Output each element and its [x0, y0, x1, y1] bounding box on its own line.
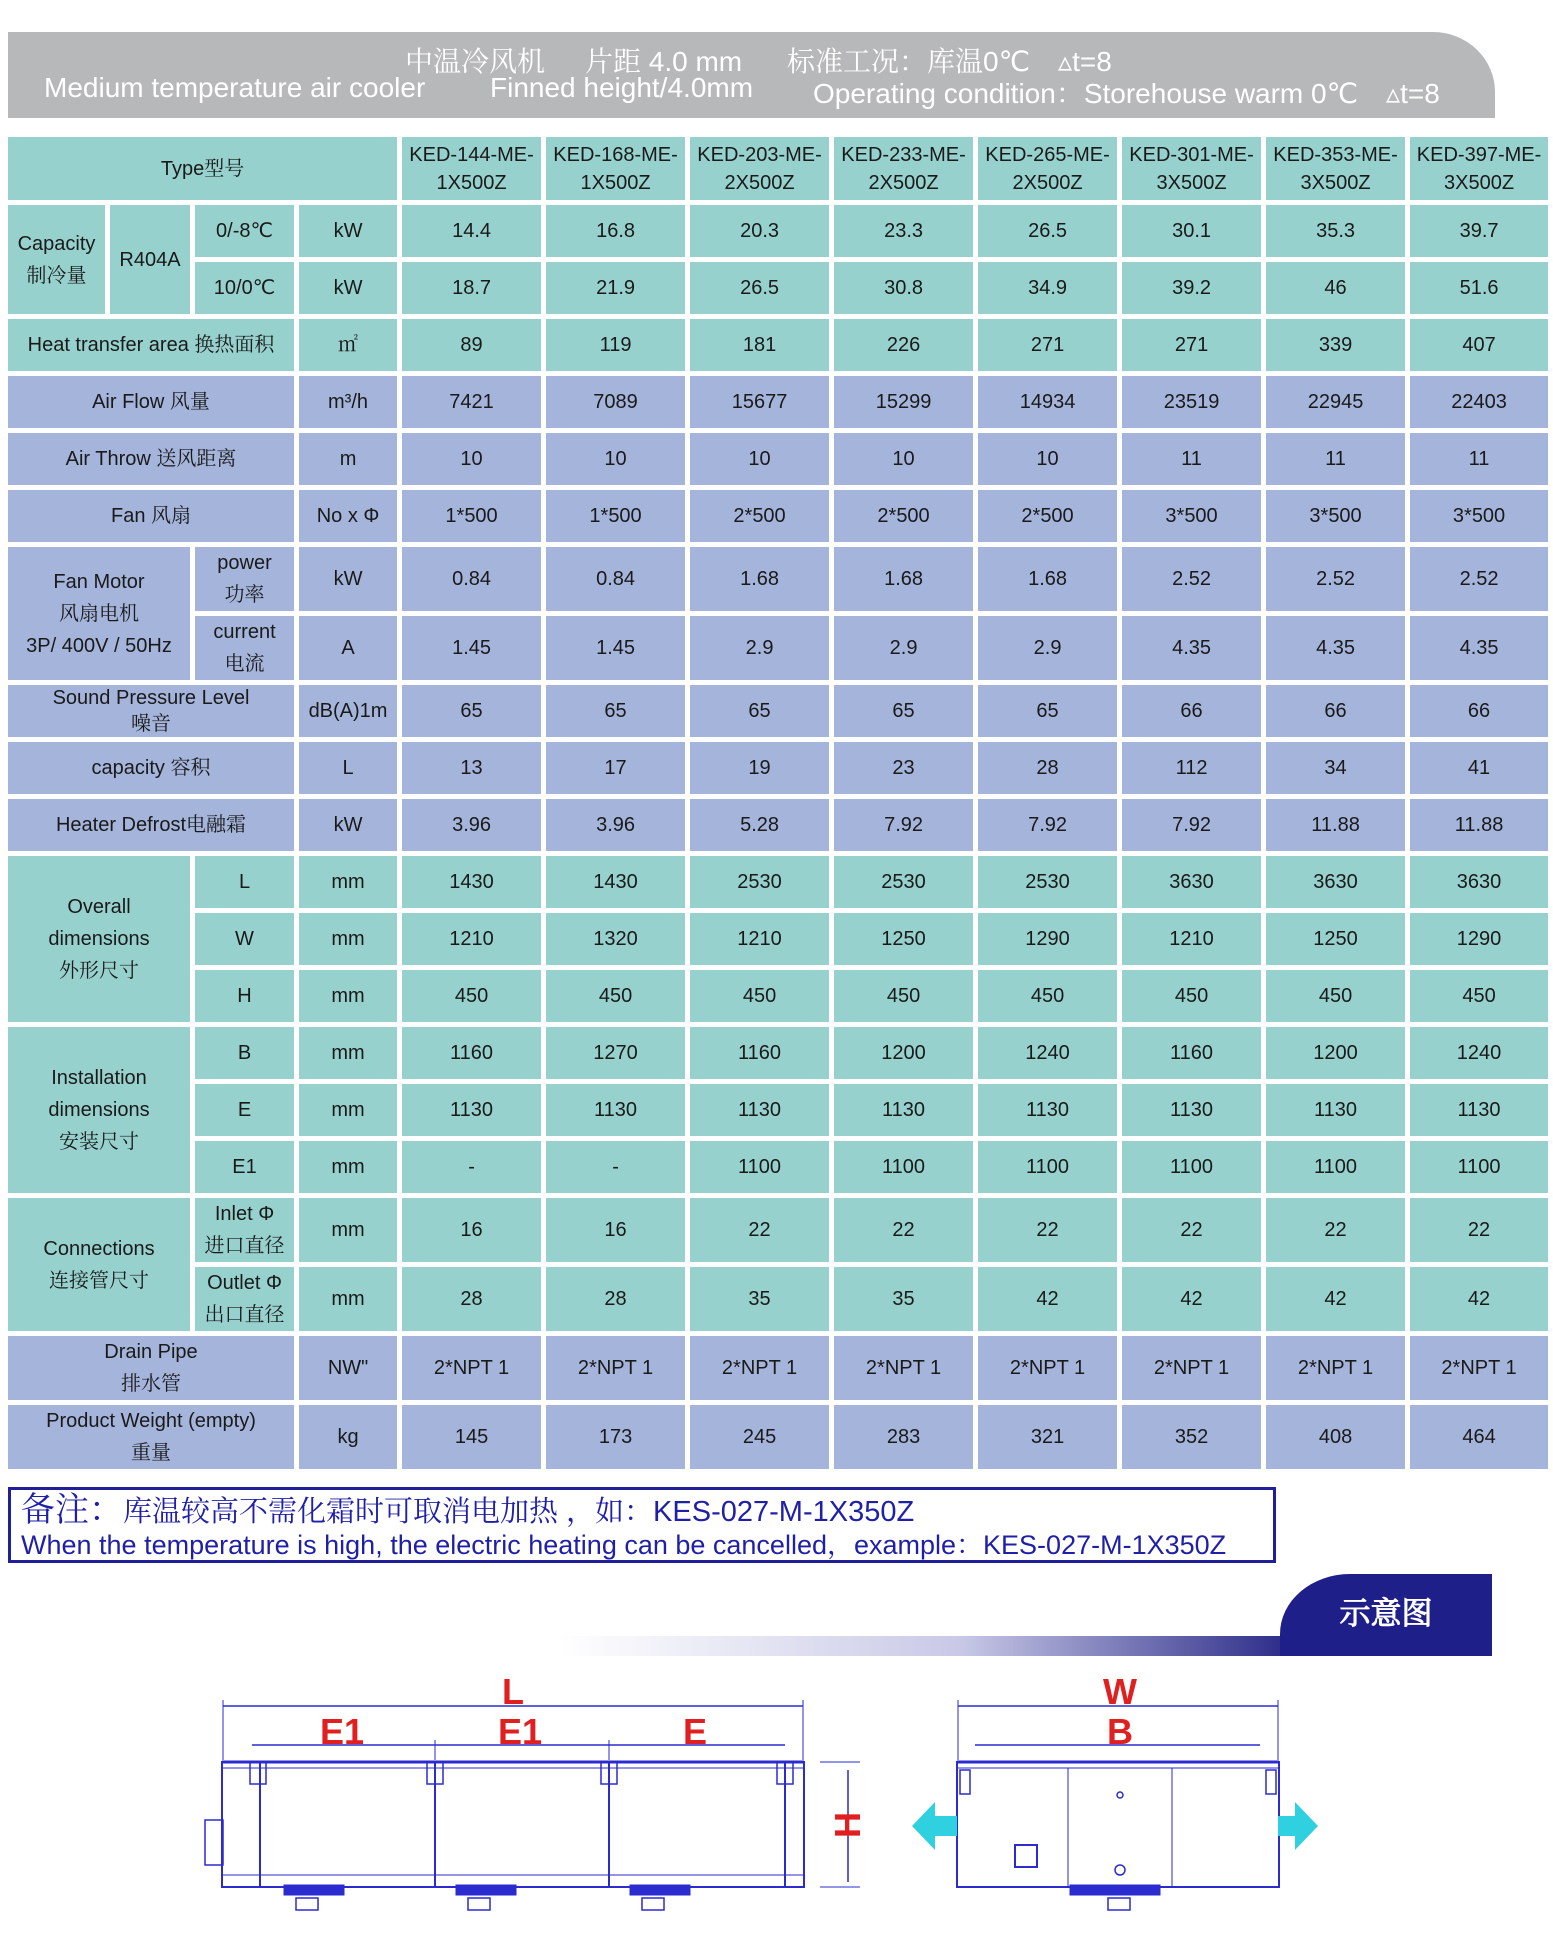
value-cell: 2.52	[1122, 547, 1261, 611]
value-cell: 450	[1266, 970, 1405, 1022]
value-cell: 1.68	[978, 547, 1117, 611]
value-cell: 26.5	[978, 205, 1117, 257]
unit-cell: mm	[299, 970, 397, 1022]
unit-cell: kW	[299, 547, 397, 611]
sub-label: Inlet Φ 进口直径	[195, 1198, 294, 1262]
overall-dimensions-label: Overall dimensions 外形尺寸	[8, 856, 190, 1022]
value-cell: 464	[1410, 1405, 1548, 1469]
value-cell: 3*500	[1266, 490, 1405, 542]
row-label: Air Flow 风量	[8, 376, 294, 428]
value-cell: 39.2	[1122, 262, 1261, 314]
value-cell: 3.96	[546, 799, 685, 851]
value-cell: 2.9	[834, 616, 973, 680]
row-air-flow	[8, 376, 1548, 428]
value-cell: 23.3	[834, 205, 973, 257]
row-label: Fan 风扇	[8, 490, 294, 542]
row-label: Air Throw 送风距离	[8, 433, 294, 485]
capacity-label: Capacity 制冷量	[8, 205, 105, 314]
dim-label-h: H	[827, 1812, 868, 1838]
value-cell: 42	[978, 1267, 1117, 1331]
unit-cell: m	[299, 433, 397, 485]
value-cell: 51.6	[1410, 262, 1548, 314]
value-cell: 1210	[1122, 913, 1261, 965]
value-cell: 1100	[978, 1141, 1117, 1193]
value-cell: 20.3	[690, 205, 829, 257]
unit-cell: mm	[299, 1198, 397, 1262]
value-cell: -	[546, 1141, 685, 1193]
value-cell: 22403	[1410, 376, 1548, 428]
diagram-title: 示意图	[1280, 1574, 1492, 1656]
value-cell: 3*500	[1410, 490, 1548, 542]
value-cell: 30.1	[1122, 205, 1261, 257]
row-capacity-2	[8, 262, 1548, 314]
value-cell: 181	[690, 319, 829, 371]
row-dim-l	[8, 856, 1548, 908]
value-cell: 145	[402, 1405, 541, 1469]
value-cell: 22945	[1266, 376, 1405, 428]
model-cell: KED-203-ME- 2X500Z	[690, 137, 829, 200]
value-cell: 1320	[546, 913, 685, 965]
note-cn	[21, 1491, 1263, 1529]
sub-label: power 功率	[195, 547, 294, 611]
sub-label: Outlet Φ 出口直径	[195, 1267, 294, 1331]
value-cell: 66	[1266, 685, 1405, 737]
value-cell: 1.68	[834, 547, 973, 611]
value-cell: 112	[1122, 742, 1261, 794]
diagram-header-bar	[560, 1636, 1285, 1656]
row-dim-w	[8, 913, 1548, 965]
value-cell: 1240	[978, 1027, 1117, 1079]
value-cell: 3*500	[1122, 490, 1261, 542]
fan-motor-label: Fan Motor 风扇电机 3P/ 400V / 50Hz	[8, 547, 190, 680]
value-cell: 321	[978, 1405, 1117, 1469]
row-fan-current	[8, 616, 1548, 680]
value-cell: 39.7	[1410, 205, 1548, 257]
value-cell: 66	[1122, 685, 1261, 737]
value-cell: 1130	[1122, 1084, 1261, 1136]
value-cell: 2*500	[834, 490, 973, 542]
value-cell: 15677	[690, 376, 829, 428]
value-cell: 17	[546, 742, 685, 794]
dim-label-l: L	[502, 1671, 524, 1712]
dim-label-e: E	[682, 1711, 708, 1752]
unit-cell: dB(A)1m	[299, 685, 397, 737]
value-cell: 34.9	[978, 262, 1117, 314]
value-cell: -	[402, 1141, 541, 1193]
installation-dimensions-label: Installation dimensions 安装尺寸	[8, 1027, 190, 1193]
row-label: Drain Pipe 排水管	[8, 1336, 294, 1400]
value-cell: 16	[546, 1198, 685, 1262]
row-type	[8, 137, 1548, 200]
value-cell: 13	[402, 742, 541, 794]
value-cell: 2*NPT 1	[402, 1336, 541, 1400]
value-cell: 271	[1122, 319, 1261, 371]
value-cell: 407	[1410, 319, 1548, 371]
value-cell: 1100	[834, 1141, 973, 1193]
value-cell: 283	[834, 1405, 973, 1469]
value-cell: 1100	[1122, 1141, 1261, 1193]
value-cell: 28	[402, 1267, 541, 1331]
value-cell: 2*NPT 1	[1410, 1336, 1548, 1400]
value-cell: 7.92	[834, 799, 973, 851]
value-cell: 11	[1122, 433, 1261, 485]
value-cell: 1100	[1266, 1141, 1405, 1193]
row-sound	[8, 685, 1548, 737]
value-cell: 1130	[402, 1084, 541, 1136]
value-cell: 65	[978, 685, 1117, 737]
value-cell: 1100	[690, 1141, 829, 1193]
value-cell: 1240	[1410, 1027, 1548, 1079]
condition-label: 10/0℃	[195, 262, 294, 314]
unit-cell: ㎡	[299, 319, 397, 371]
arrow-right-icon	[1278, 1802, 1318, 1850]
value-cell: 42	[1410, 1267, 1548, 1331]
value-cell: 2*NPT 1	[1266, 1336, 1405, 1400]
type-label: Type型号	[8, 137, 397, 200]
value-cell: 1160	[1122, 1027, 1261, 1079]
sub-label: H	[195, 970, 294, 1022]
dim-label-b: B	[1107, 1711, 1133, 1752]
sub-label: B	[195, 1027, 294, 1079]
note-en: When the temperature is high, the electric heating can be cancelled，example：KES-027-M-1X350Z	[21, 1530, 1227, 1560]
value-cell: 10	[402, 433, 541, 485]
value-cell: 22	[1266, 1198, 1405, 1262]
value-cell: 2*NPT 1	[690, 1336, 829, 1400]
value-cell: 450	[1122, 970, 1261, 1022]
refrigerant-label: R404A	[110, 205, 190, 314]
value-cell: 22	[978, 1198, 1117, 1262]
value-cell: 7.92	[978, 799, 1117, 851]
row-outlet	[8, 1267, 1548, 1331]
row-air-throw	[8, 433, 1548, 485]
value-cell: 173	[546, 1405, 685, 1469]
value-cell: 1160	[690, 1027, 829, 1079]
value-cell: 3630	[1266, 856, 1405, 908]
value-cell: 23	[834, 742, 973, 794]
unit-cell: No x Φ	[299, 490, 397, 542]
row-heat-area	[8, 319, 1548, 371]
value-cell: 245	[690, 1405, 829, 1469]
cooler-drawing	[200, 1670, 1320, 1915]
unit-cell: NW"	[299, 1336, 397, 1400]
model-cell: KED-144-ME- 1X500Z	[402, 137, 541, 200]
value-cell: 1130	[546, 1084, 685, 1136]
value-cell: 2.9	[978, 616, 1117, 680]
unit-cell: L	[299, 742, 397, 794]
value-cell: 450	[834, 970, 973, 1022]
sub-label: W	[195, 913, 294, 965]
note-box	[8, 1487, 1276, 1563]
sub-label: L	[195, 856, 294, 908]
value-cell: 1290	[978, 913, 1117, 965]
value-cell: 65	[546, 685, 685, 737]
value-cell: 2*NPT 1	[1122, 1336, 1261, 1400]
row-inst-e1	[8, 1141, 1548, 1193]
unit-cell: mm	[299, 913, 397, 965]
value-cell: 2.9	[690, 616, 829, 680]
value-cell: 1.45	[546, 616, 685, 680]
unit-cell: mm	[299, 1141, 397, 1193]
value-cell: 11.88	[1410, 799, 1548, 851]
unit-cell: m³/h	[299, 376, 397, 428]
sub-label: E1	[195, 1141, 294, 1193]
dim-label-e1-right: E1	[497, 1711, 543, 1752]
value-cell: 450	[402, 970, 541, 1022]
value-cell: 16.8	[546, 205, 685, 257]
sub-label: E	[195, 1084, 294, 1136]
value-cell: 1130	[1410, 1084, 1548, 1136]
value-cell: 450	[546, 970, 685, 1022]
value-cell: 35	[690, 1267, 829, 1331]
value-cell: 34	[1266, 742, 1405, 794]
value-cell: 2*NPT 1	[546, 1336, 685, 1400]
row-capacity-1	[8, 205, 1548, 257]
value-cell: 3.96	[402, 799, 541, 851]
value-cell: 408	[1266, 1405, 1405, 1469]
value-cell: 1250	[834, 913, 973, 965]
value-cell: 65	[402, 685, 541, 737]
value-cell: 46	[1266, 262, 1405, 314]
value-cell: 7089	[546, 376, 685, 428]
row-drain	[8, 1336, 1548, 1400]
value-cell: 1200	[834, 1027, 973, 1079]
value-cell: 65	[834, 685, 973, 737]
value-cell: 10	[546, 433, 685, 485]
value-cell: 339	[1266, 319, 1405, 371]
unit-cell: A	[299, 616, 397, 680]
value-cell: 28	[978, 742, 1117, 794]
unit-cell: kg	[299, 1405, 397, 1469]
value-cell: 1430	[402, 856, 541, 908]
value-cell: 1130	[1266, 1084, 1405, 1136]
value-cell: 11	[1266, 433, 1405, 485]
value-cell: 4.35	[1122, 616, 1261, 680]
row-volume	[8, 742, 1548, 794]
value-cell: 3630	[1410, 856, 1548, 908]
value-cell: 226	[834, 319, 973, 371]
arrow-left-icon	[912, 1802, 957, 1850]
value-cell: 2530	[978, 856, 1117, 908]
value-cell: 1.45	[402, 616, 541, 680]
unit-cell: mm	[299, 1027, 397, 1079]
row-inst-e	[8, 1084, 1548, 1136]
value-cell: 22	[834, 1198, 973, 1262]
value-cell: 7421	[402, 376, 541, 428]
model-cell: KED-397-ME- 3X500Z	[1410, 137, 1548, 200]
value-cell: 1*500	[546, 490, 685, 542]
value-cell: 1160	[402, 1027, 541, 1079]
model-cell: KED-233-ME- 2X500Z	[834, 137, 973, 200]
value-cell: 21.9	[546, 262, 685, 314]
model-cell: KED-265-ME- 2X500Z	[978, 137, 1117, 200]
value-cell: 10	[834, 433, 973, 485]
value-cell: 2*NPT 1	[978, 1336, 1117, 1400]
value-cell: 2.52	[1266, 547, 1405, 611]
model-cell: KED-301-ME- 3X500Z	[1122, 137, 1261, 200]
value-cell: 42	[1122, 1267, 1261, 1331]
row-inlet	[8, 1198, 1548, 1262]
row-defrost	[8, 799, 1548, 851]
value-cell: 119	[546, 319, 685, 371]
value-cell: 35	[834, 1267, 973, 1331]
value-cell: 3630	[1122, 856, 1261, 908]
value-cell: 11	[1410, 433, 1548, 485]
value-cell: 22	[1410, 1198, 1548, 1262]
unit-cell: kW	[299, 799, 397, 851]
row-weight	[8, 1405, 1548, 1469]
value-cell: 7.92	[1122, 799, 1261, 851]
value-cell: 66	[1410, 685, 1548, 737]
value-cell: 450	[978, 970, 1117, 1022]
value-cell: 19	[690, 742, 829, 794]
model-cell: KED-168-ME- 1X500Z	[546, 137, 685, 200]
value-cell: 1210	[690, 913, 829, 965]
header-en-title: Medium temperature air cooler	[44, 72, 426, 103]
value-cell: 1130	[978, 1084, 1117, 1136]
header-cn-title: 中温冷风机	[405, 46, 546, 77]
value-cell: 14934	[978, 376, 1117, 428]
value-cell: 23519	[1122, 376, 1261, 428]
value-cell: 1200	[1266, 1027, 1405, 1079]
value-cell: 450	[1410, 970, 1548, 1022]
value-cell: 1430	[546, 856, 685, 908]
dim-label-e1-left: E1	[319, 1711, 365, 1752]
unit-cell: mm	[299, 856, 397, 908]
sub-label: current 电流	[195, 616, 294, 680]
value-cell: 1*500	[402, 490, 541, 542]
row-label: Heat transfer area 换热面积	[8, 319, 294, 371]
row-label: Sound Pressure Level 噪音	[8, 685, 294, 737]
value-cell: 0.84	[546, 547, 685, 611]
value-cell: 15299	[834, 376, 973, 428]
value-cell: 2*500	[690, 490, 829, 542]
row-label: Heater Defrost电融霜	[8, 799, 294, 851]
note-cn-text: 库温较高不需化霜时可取消电加热 ，如：KES-027-M-1X350Z	[123, 1496, 915, 1528]
value-cell: 1130	[690, 1084, 829, 1136]
row-fan	[8, 490, 1548, 542]
header-cn-fin: 片距 4.0 mm	[585, 46, 743, 77]
value-cell: 1250	[1266, 913, 1405, 965]
value-cell: 22	[690, 1198, 829, 1262]
value-cell: 18.7	[402, 262, 541, 314]
row-dim-h	[8, 970, 1548, 1022]
value-cell: 2.52	[1410, 547, 1548, 611]
spec-table	[3, 132, 1553, 1474]
row-label: Product Weight (empty) 重量	[8, 1405, 294, 1469]
value-cell: 271	[978, 319, 1117, 371]
unit-cell: mm	[299, 1267, 397, 1331]
row-inst-b	[8, 1027, 1548, 1079]
value-cell: 1100	[1410, 1141, 1548, 1193]
value-cell: 352	[1122, 1405, 1261, 1469]
value-cell: 1270	[546, 1027, 685, 1079]
value-cell: 30.8	[834, 262, 973, 314]
value-cell: 1130	[834, 1084, 973, 1136]
unit-cell: kW	[299, 262, 397, 314]
value-cell: 2*NPT 1	[834, 1336, 973, 1400]
header-cn-condition: 标准工况：库温0℃ ▵t=8	[787, 46, 1112, 77]
value-cell: 450	[690, 970, 829, 1022]
value-cell: 10	[978, 433, 1117, 485]
value-cell: 16	[402, 1198, 541, 1262]
condition-label: 0/-8℃	[195, 205, 294, 257]
value-cell: 4.35	[1410, 616, 1548, 680]
value-cell: 0.84	[402, 547, 541, 611]
value-cell: 42	[1266, 1267, 1405, 1331]
header-en-fin: Finned height/4.0mm	[490, 72, 754, 103]
value-cell: 10	[690, 433, 829, 485]
value-cell: 22	[1122, 1198, 1261, 1262]
unit-cell: mm	[299, 1084, 397, 1136]
note-lead: 备注：	[21, 1491, 123, 1529]
model-cell: KED-353-ME- 3X500Z	[1266, 137, 1405, 200]
value-cell: 65	[690, 685, 829, 737]
value-cell: 2530	[690, 856, 829, 908]
connections-label: Connections 连接管尺寸	[8, 1198, 190, 1331]
header-en-condition: Operating condition：Storehouse warm 0℃ ▵t=8	[813, 78, 1440, 109]
value-cell: 4.35	[1266, 616, 1405, 680]
row-label: capacity 容积	[8, 742, 294, 794]
value-cell: 35.3	[1266, 205, 1405, 257]
row-fan-power	[8, 547, 1548, 611]
value-cell: 89	[402, 319, 541, 371]
value-cell: 14.4	[402, 205, 541, 257]
value-cell: 5.28	[690, 799, 829, 851]
value-cell: 41	[1410, 742, 1548, 794]
value-cell: 1.68	[690, 547, 829, 611]
value-cell: 2*500	[978, 490, 1117, 542]
value-cell: 1210	[402, 913, 541, 965]
unit-cell: kW	[299, 205, 397, 257]
value-cell: 26.5	[690, 262, 829, 314]
header-banner	[8, 32, 1495, 118]
value-cell: 28	[546, 1267, 685, 1331]
value-cell: 11.88	[1266, 799, 1405, 851]
value-cell: 1290	[1410, 913, 1548, 965]
value-cell: 2530	[834, 856, 973, 908]
dim-label-w: W	[1103, 1671, 1137, 1712]
